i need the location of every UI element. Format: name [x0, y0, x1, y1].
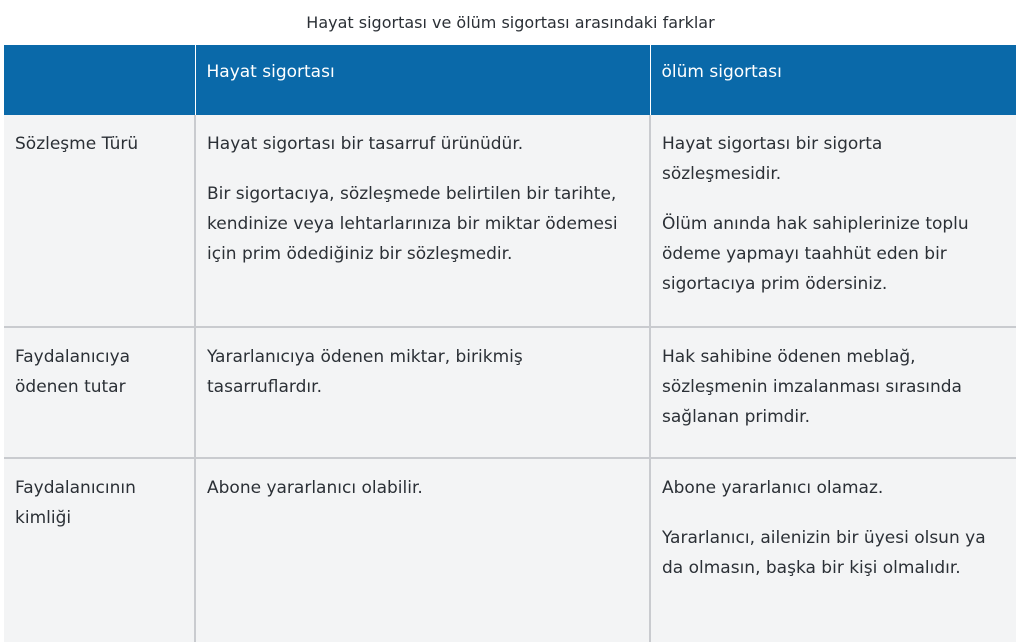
cell-life-amount-paid [195, 327, 650, 458]
row-label-contract-type: Sözleşme Türü [4, 115, 195, 327]
cell-paragraph: Hayat sigortası bir sigorta sözleşmesidir. [662, 134, 883, 184]
cell-paragraph: Hak sahibine ödenen meblağ, sözleşmenin imzalanması sırasında sağlanan primdir. [662, 347, 962, 427]
cell-paragraph: Abone yararlanıcı olamaz. [662, 478, 884, 498]
header-life-insurance: Hayat sigortası [195, 45, 650, 115]
table-row [4, 458, 1016, 642]
table-row [4, 115, 1016, 327]
cell-death-beneficiary-identity [650, 458, 1016, 642]
cell-death-amount-paid [650, 327, 1016, 458]
cell-paragraph: Yararlanıcı, ailenizin bir üyesi olsun ya da olmasın, başka bir kişi olmalıdır. [662, 528, 986, 578]
header-row [4, 45, 1016, 115]
cell-paragraph: Abone yararlanıcı olabilir. [207, 478, 423, 498]
cell-paragraph: Ölüm anında hak sahiplerinize toplu ödeme yapmayı taahhüt eden bir sigortacıya prim ödersiniz. [662, 214, 969, 294]
row-label-amount-paid: Faydalanıcıya ödenen tutar [4, 327, 195, 458]
table-row [4, 327, 1016, 458]
cell-paragraph: Yararlanıcıya ödenen miktar, birikmiş tasarruflardır. [207, 347, 523, 397]
cell-paragraph: Bir sigortacıya, sözleşmede belirtilen bir tarihte, kendinize veya lehtarlarınıza bir miktar ödemesi için prim ödediğiniz bir sözleşmedir. [207, 184, 618, 264]
comparison-table [4, 45, 1016, 642]
cell-life-beneficiary-identity [195, 458, 650, 642]
header-death-insurance: ölüm sigortası [650, 45, 1016, 115]
cell-life-contract-type [195, 115, 650, 327]
table-caption: Hayat sigortası ve ölüm sigortası arasındaki farklar [0, 0, 1021, 45]
cell-paragraph: Hayat sigortası bir tasarruf ürünüdür. [207, 134, 524, 154]
header-empty-cell [4, 45, 195, 115]
row-label-beneficiary-identity: Faydalanıcının kimliği [4, 458, 195, 642]
cell-death-contract-type [650, 115, 1016, 327]
